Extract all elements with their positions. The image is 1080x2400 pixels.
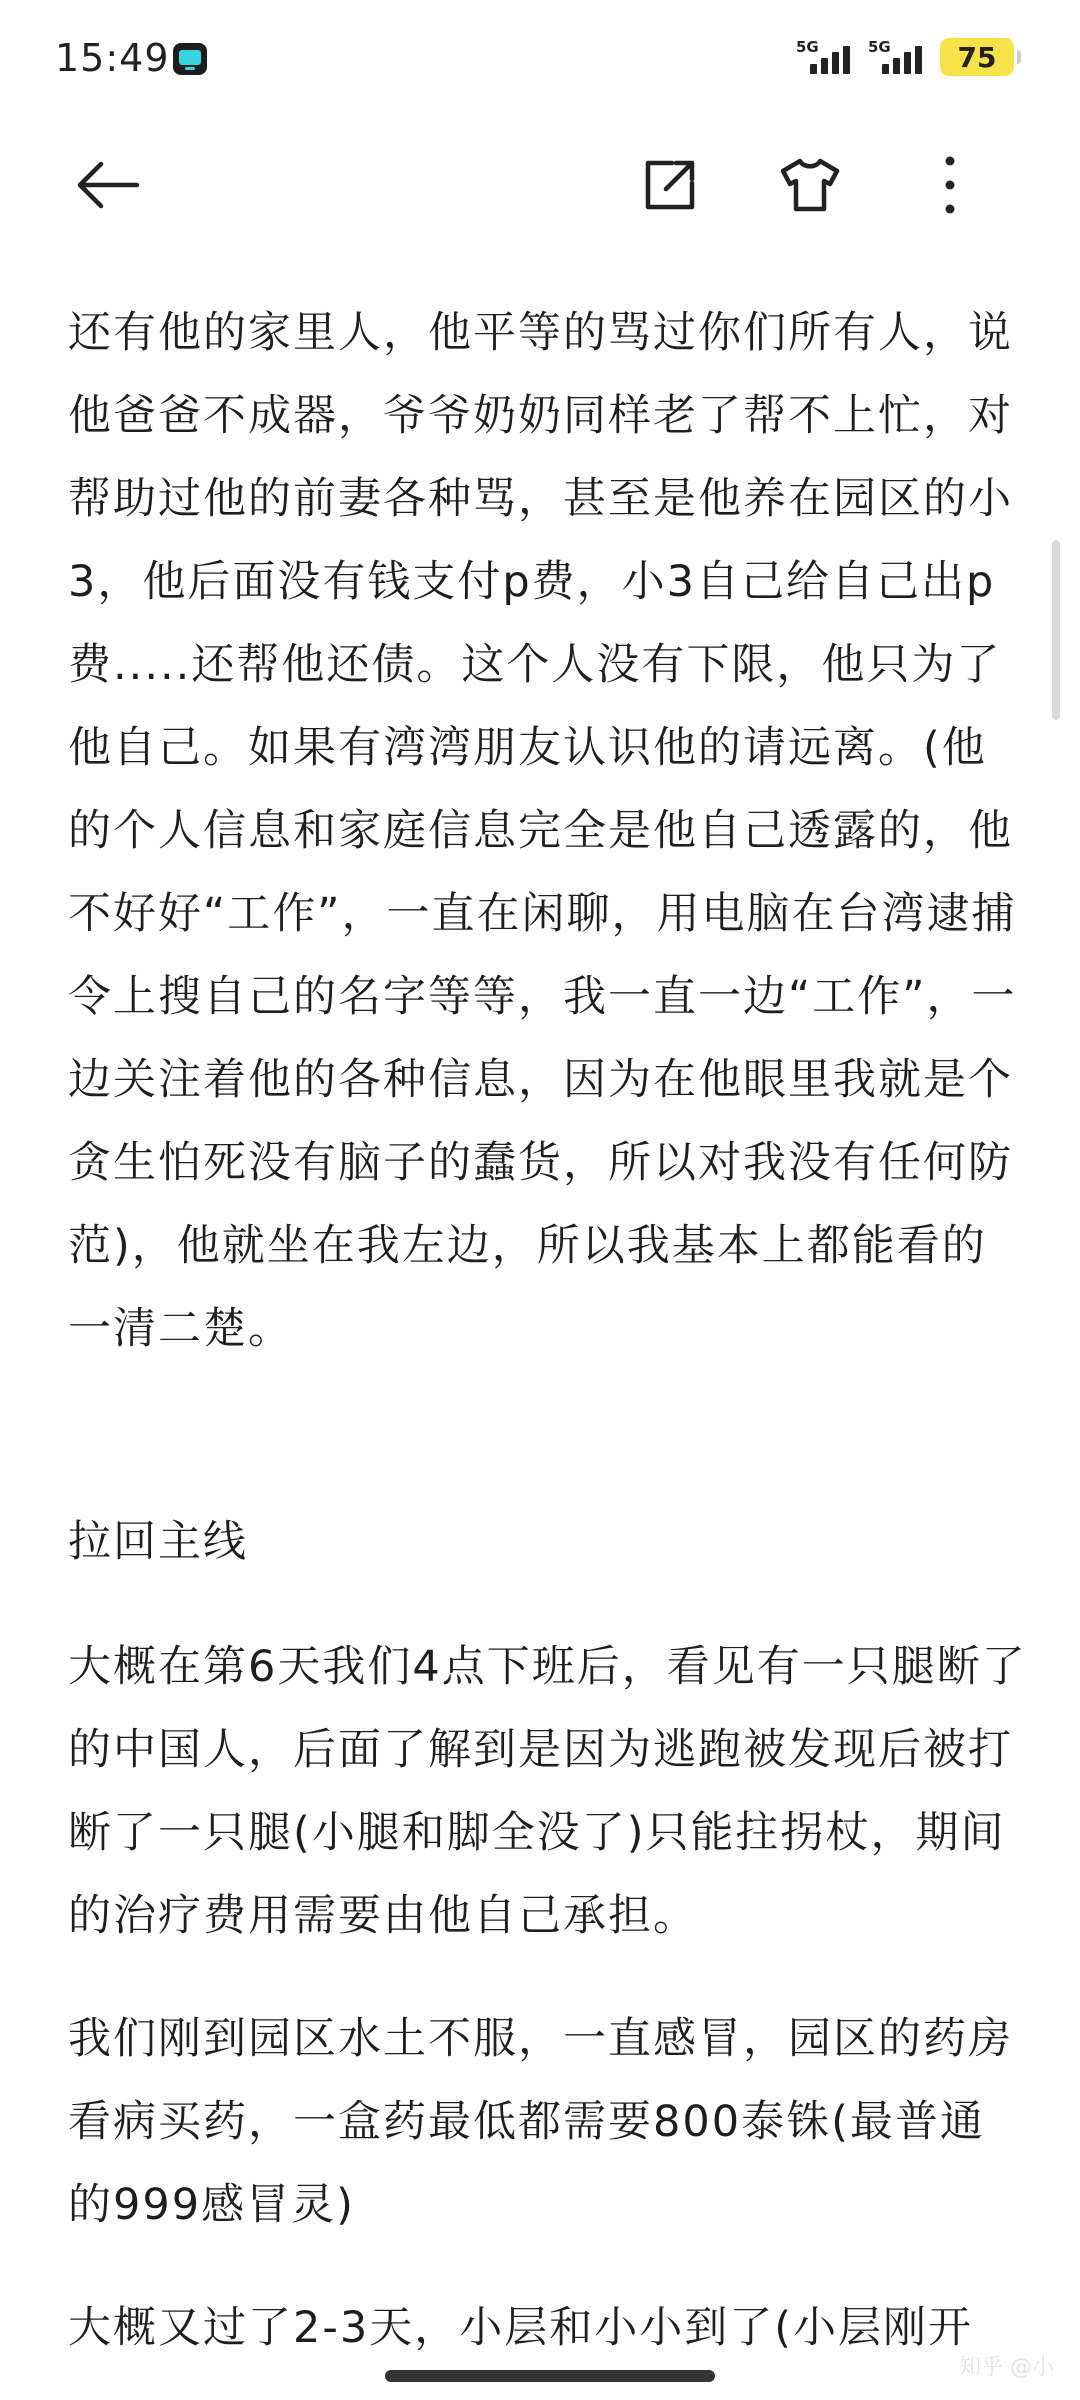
section-heading: 拉回主线 [68,1517,248,1567]
article-paragraph: 大概又过了2-3天，小层和小小到了(小层刚开 [68,2303,974,2353]
home-indicator[interactable] [385,2370,715,2382]
signal-type-label: 5G [796,38,819,56]
battery-icon [940,38,1014,76]
status-bar [0,0,1080,120]
signal-type-label: 5G [868,38,891,56]
status-time: 15:49 [55,36,170,80]
share-button[interactable] [625,140,715,230]
article-body [68,292,1028,2370]
theme-button[interactable] [765,140,855,230]
share-icon [642,157,698,213]
signal-icon [796,40,854,74]
status-indicators [796,38,1014,76]
back-button[interactable] [63,140,153,230]
article-paragraph: 我们刚到园区水土不服，一直感冒，园区的药房看病买药，一盒药最低都需要800泰铢(最普通的999感冒灵) [68,2014,1013,2230]
watermark: 知乎 @小 [959,2355,1054,2380]
article-paragraph: 大概在第6天我们4点下班后，看见有一只腿断了的中国人，后面了解到是因为逃跑被发现后被打断了一只腿(小腿和脚全没了)只能拄拐杖，期间的治疗费用需要由他自己承担。 [68,1642,1027,1941]
arrow-left-icon [75,160,141,210]
more-vertical-icon [940,155,960,215]
tshirt-icon [779,157,841,213]
tv-app-icon [172,42,208,76]
top-toolbar [0,130,1080,240]
battery-level: 75 [957,40,997,74]
article-paragraph: 还有他的家里人，他平等的骂过你们所有人，说他爸爸不成器，爷爷奶奶同样老了帮不上忙，对帮助过他的前妻各种骂，甚至是他养在园区的小3，他后面没有钱支付p费，小3自己给自己出p费.....还帮他还债。这个人没有下限，他只为了他自己。如果有湾湾朋友认识他的请远离。(他的个人信息和家庭信息完全是他自己透露的，他不好好“工作”，一直在闲聊，用电脑在台湾逮捕令上搜自己的名字等等，我一直一边“工作”，一边关注着他的各种信息，因为在他眼里我就是个贪生怕死没有脑子的蠢货，所以对我没有任何防范)，他就坐在我左边，所以我基本上都能看的一清二楚。 [68,308,1017,1354]
signal-icon [868,40,926,74]
scrollbar[interactable] [1052,540,1060,720]
more-button[interactable] [905,140,995,230]
